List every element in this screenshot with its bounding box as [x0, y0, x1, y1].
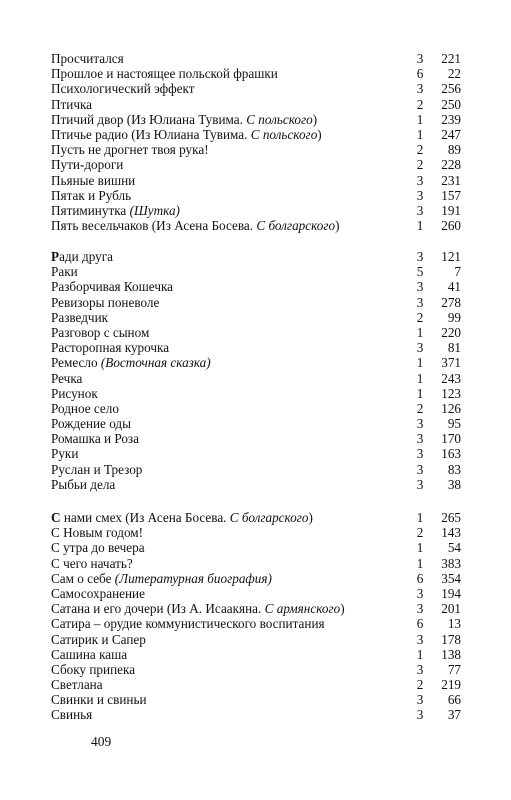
entry-volume: 1: [416, 646, 424, 662]
entry-title-text: Прошлое и настоящее польской фрашки: [51, 66, 278, 82]
entry-title: [51, 431, 139, 446]
entry-volume: 3: [416, 661, 424, 677]
entry-volume: 3: [416, 187, 424, 203]
entry-title: [51, 386, 98, 401]
entry-title: [51, 401, 119, 416]
entry-title: [51, 462, 142, 477]
entry-title: [51, 647, 127, 662]
entry-volume: 1: [416, 126, 424, 142]
entry-page: 77: [447, 661, 461, 677]
entry-title: [51, 51, 124, 66]
entry-title-text: Разговор с сыном: [51, 324, 150, 340]
entry-volume: 2: [416, 525, 424, 541]
entry-title: [51, 188, 131, 203]
entry-title-text: Ревизоры поневоле: [51, 294, 160, 310]
index-entry: [51, 51, 461, 66]
entry-title: [51, 279, 173, 294]
entry-page: 170: [441, 431, 461, 447]
entry-page: 38: [447, 476, 461, 492]
index-section-r: [51, 249, 461, 492]
index-entry: [51, 446, 461, 461]
index-entry: [51, 386, 461, 401]
entry-page: 278: [441, 294, 461, 310]
entry-volume: 1: [416, 355, 424, 371]
entry-title-text: Самосохранение: [51, 585, 145, 601]
index-entry: [51, 616, 461, 631]
index-entry: [51, 462, 461, 477]
entry-page: 194: [441, 585, 461, 601]
entry-page: 123: [441, 385, 461, 401]
entry-volume: 3: [416, 707, 424, 723]
index-entry: [51, 371, 461, 386]
entry-title-text: С Новым годом!: [51, 525, 144, 541]
entry-page: 265: [441, 510, 461, 525]
index-entry: [51, 81, 461, 96]
index-entry: [51, 510, 461, 525]
index-entry: [51, 157, 461, 172]
entry-title: [51, 571, 272, 586]
entry-title-text: Сашина каша: [51, 646, 128, 662]
index-section-s: [51, 510, 461, 723]
entry-page: 354: [441, 570, 461, 586]
entry-page: 178: [441, 631, 461, 647]
entry-page: 7: [454, 264, 461, 280]
entry-title: [51, 97, 92, 112]
entry-title-text: Пьяные вишни: [51, 172, 136, 188]
index-entry: [51, 431, 461, 446]
entry-title-text: Свинки и свиньи: [51, 692, 147, 708]
entry-volume: 3: [416, 81, 424, 97]
entry-page: 143: [441, 525, 461, 541]
index-entry: [51, 571, 461, 586]
entry-page: 126: [441, 400, 461, 416]
entry-title-italic: (Восточная сказка): [100, 355, 211, 371]
index-entry: [51, 97, 461, 112]
entry-volume: 1: [416, 111, 424, 127]
entry-page: 83: [447, 461, 461, 477]
entry-volume: 2: [416, 400, 424, 416]
entry-title-text: Ради друга: [51, 249, 113, 264]
entry-page: 220: [441, 324, 461, 340]
entry-title: [51, 295, 159, 310]
entry-volume: 3: [416, 340, 424, 356]
index-entry: [51, 188, 461, 203]
entry-volume: 3: [416, 51, 424, 66]
entry-volume: 1: [416, 540, 424, 556]
entry-page: 95: [447, 416, 461, 432]
entry-title-tail: ): [312, 111, 318, 127]
entry-title: [51, 142, 209, 157]
entry-page: 256: [441, 81, 461, 97]
entry-title-text: Речка: [51, 370, 83, 386]
entry-volume: 3: [416, 431, 424, 447]
index-entry: [51, 692, 461, 707]
entry-volume: 2: [416, 142, 424, 158]
entry-title: [51, 264, 78, 279]
entry-page: 201: [441, 601, 461, 617]
entry-page: 89: [447, 142, 461, 158]
entry-volume: 3: [416, 631, 424, 647]
entry-title-tail: ): [317, 126, 322, 142]
index-entry: [51, 264, 461, 279]
entry-title: [51, 310, 108, 325]
entry-title-text: Сбоку припека: [51, 661, 136, 677]
index-entry: [51, 601, 461, 616]
entry-title: [51, 355, 211, 370]
entry-volume: 3: [416, 172, 424, 188]
entry-title-text: Руслан и Трезор: [51, 461, 143, 477]
entry-title: [51, 127, 322, 142]
index-section-p: [51, 51, 461, 233]
index-entry: [51, 66, 461, 81]
entry-title: [51, 662, 135, 677]
index-entry: [51, 173, 461, 188]
entry-page: 228: [441, 157, 461, 173]
entry-page: 383: [441, 555, 461, 571]
index-entry: [51, 355, 461, 370]
entry-title: [51, 477, 115, 492]
entry-title: [51, 692, 147, 707]
index-entry: [51, 662, 461, 677]
entry-title-text: Пять весельчаков (Из Асена Босева.: [51, 218, 257, 234]
entry-page: 66: [447, 692, 461, 708]
entry-title-italic: С польского: [250, 126, 318, 142]
entry-title-text: С чего начать?: [51, 555, 133, 571]
entry-title-text: Пусть не дрогнет твоя рука!: [51, 142, 209, 158]
index-entry: [51, 707, 461, 722]
entry-page: 157: [441, 187, 461, 203]
entry-title: [51, 218, 340, 233]
entry-title-text: Ромашка и Роза: [51, 431, 139, 447]
entry-volume: 2: [416, 677, 424, 693]
index-entry: [51, 401, 461, 416]
entry-title-text: Пятиминутка: [51, 202, 130, 218]
index-entry: [51, 112, 461, 127]
entry-title: [51, 446, 78, 461]
entry-page: 260: [441, 218, 461, 234]
entry-page: 121: [441, 249, 461, 264]
entry-title: [51, 81, 195, 96]
entry-title: [51, 340, 169, 355]
index-entry: [51, 647, 461, 662]
entry-title: [51, 586, 145, 601]
index-entry: [51, 127, 461, 142]
entry-title-italic: С армянского: [264, 601, 341, 617]
entry-volume: 1: [416, 370, 424, 386]
index-entry: [51, 525, 461, 540]
entry-page: 371: [441, 355, 461, 371]
index-entry: [51, 340, 461, 355]
entry-title-text: Свинья: [51, 707, 93, 723]
entry-title: [51, 632, 146, 647]
entry-volume: 2: [416, 309, 424, 325]
entry-title-text: Сам о себе: [51, 570, 115, 586]
entry-volume: 6: [416, 570, 424, 586]
entry-title-text: С нами смех (Из Асена Босева.: [51, 510, 230, 525]
entry-title-text: С утра до вечера: [51, 540, 145, 556]
index-entry: [51, 295, 461, 310]
entry-volume: 1: [416, 218, 424, 234]
index-entry: [51, 540, 461, 555]
entry-title-text: Просчитался: [51, 51, 124, 66]
entry-volume: 1: [416, 555, 424, 571]
entry-title-text: Пятак и Рубль: [51, 187, 132, 203]
index-entry: [51, 310, 461, 325]
entry-page: 13: [447, 616, 461, 632]
entry-page: 81: [447, 340, 461, 356]
entry-page: 243: [441, 370, 461, 386]
entry-title-text: Разборчивая Кошечка: [51, 279, 174, 295]
index-entry: [51, 416, 461, 431]
entry-title: [51, 112, 317, 127]
index-entry: [51, 142, 461, 157]
entry-volume: 3: [416, 416, 424, 432]
entry-title: [51, 157, 123, 172]
entry-title: [51, 203, 180, 218]
entry-title-text: Психологический эффект: [51, 81, 195, 97]
entry-title-text: Разведчик: [51, 309, 109, 325]
entry-title-text: Родное село: [51, 400, 119, 416]
entry-title: [51, 510, 313, 525]
entry-volume: 6: [416, 66, 424, 82]
index-entry: [51, 477, 461, 492]
entry-title-italic: С польского: [246, 111, 313, 127]
index-entry: [51, 556, 461, 571]
entry-title-italic: (Шутка): [129, 202, 180, 218]
entry-volume: 3: [416, 476, 424, 492]
entry-title: [51, 416, 131, 431]
entry-title-tail: ): [340, 601, 345, 617]
entry-page: 221: [441, 51, 461, 66]
entry-volume: 3: [416, 461, 424, 477]
entry-volume: 3: [416, 446, 424, 462]
entry-title: [51, 601, 345, 616]
entry-title-text: Сатира – орудие коммунистического воспитания: [51, 616, 325, 632]
entry-volume: 1: [416, 510, 424, 525]
entry-volume: 3: [416, 202, 424, 218]
entry-page: 191: [441, 202, 461, 218]
entry-title-text: Птичий двор (Из Юлиана Тувима.: [51, 111, 247, 127]
entry-title: [51, 616, 325, 631]
index-entry: [51, 203, 461, 218]
entry-volume: 3: [416, 601, 424, 617]
entry-volume: 3: [416, 585, 424, 601]
page-number: 409: [91, 734, 112, 749]
entry-page: 250: [441, 96, 461, 112]
entry-volume: 1: [416, 324, 424, 340]
entry-title-text: Руки: [51, 446, 79, 462]
entry-page: 41: [447, 279, 461, 295]
entry-page: 219: [441, 677, 461, 693]
entry-title-text: Ремесло: [51, 355, 101, 371]
index-entry: [51, 325, 461, 340]
entry-title: [51, 540, 145, 555]
entry-title-italic: С болгарского: [229, 510, 309, 525]
entry-title-text: Рождение оды: [51, 416, 131, 432]
entry-volume: 6: [416, 616, 424, 632]
entry-page: 138: [441, 646, 461, 662]
entry-title-tail: ): [308, 510, 313, 525]
index-entry: [51, 279, 461, 294]
entry-title-text: Рисунок: [51, 385, 98, 401]
entry-title-text: Сатирик и Сапер: [51, 631, 146, 647]
entry-page: 163: [441, 446, 461, 462]
entry-title: [51, 556, 133, 571]
entry-page: 247: [441, 126, 461, 142]
entry-title-text: Раки: [51, 264, 78, 280]
entry-title: [51, 707, 92, 722]
index-entry: [51, 677, 461, 692]
index-entry: [51, 586, 461, 601]
entry-title: [51, 371, 82, 386]
entry-title-italic: С болгарского: [256, 218, 336, 234]
entry-volume: 2: [416, 96, 424, 112]
entry-title-text: Расторопная курочка: [51, 340, 170, 356]
entry-page: 231: [441, 172, 461, 188]
entry-title: [51, 249, 113, 264]
entry-volume: 5: [416, 264, 424, 280]
entry-title-tail: ): [335, 218, 340, 234]
entry-title: [51, 325, 149, 340]
entry-volume: 1: [416, 385, 424, 401]
entry-title-text: Сатана и его дочери (Из А. Исаакяна.: [51, 601, 265, 617]
entry-page: 37: [447, 707, 461, 723]
entry-title-text: Пути-дороги: [51, 157, 124, 173]
entry-volume: 3: [416, 692, 424, 708]
entry-volume: 2: [416, 157, 424, 173]
entry-title-text: Рыбьи дела: [51, 476, 116, 492]
index-entry: [51, 249, 461, 264]
entry-page: 99: [447, 309, 461, 325]
entry-title: [51, 173, 135, 188]
entry-page: 239: [441, 111, 461, 127]
entry-page: 54: [447, 540, 461, 556]
entry-title: [51, 525, 143, 540]
index-entry: [51, 218, 461, 233]
entry-title-text: Светлана: [51, 677, 103, 693]
entry-title: [51, 66, 278, 81]
entry-title-italic: (Литературная биография): [114, 570, 272, 586]
entry-title-text: Птичка: [51, 96, 93, 112]
entry-volume: 3: [416, 249, 424, 264]
entry-title: [51, 677, 103, 692]
index-entry: [51, 632, 461, 647]
entry-volume: 3: [416, 279, 424, 295]
entry-title-text: Птичье радио (Из Юлиана Тувима.: [51, 126, 251, 142]
entry-page: 22: [447, 66, 461, 82]
entry-volume: 3: [416, 294, 424, 310]
